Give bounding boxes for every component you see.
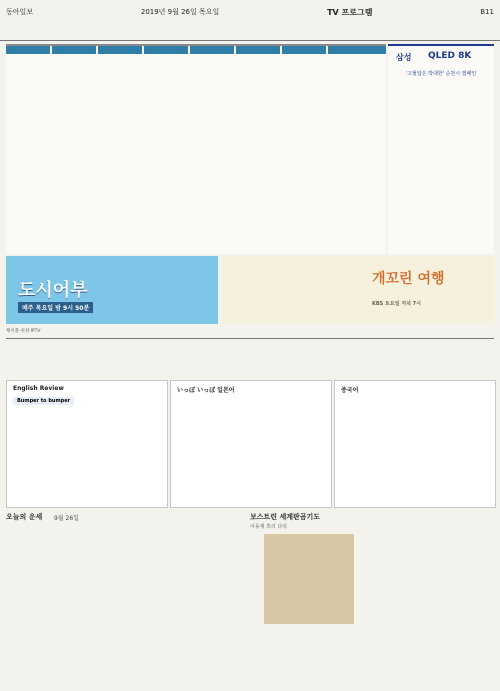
english-review-card: [6, 380, 168, 508]
samsung-brand: 삼성: [396, 53, 412, 62]
column-header: [236, 46, 280, 54]
go-subtitle: 이동재 흑의 다리: [250, 524, 287, 530]
column-header: [98, 46, 142, 54]
china-title: 중국어: [341, 387, 359, 394]
banner-right: [222, 256, 494, 324]
midline: 케이블·위성·IPTV: [6, 329, 41, 334]
column-header: [328, 46, 386, 54]
qled-label: QLED 8K: [428, 51, 472, 61]
samsung-program: '고혈압은 박대한' 순천시 캠페인: [405, 71, 477, 77]
japan-title: いっぽ いっぽ 일본어: [177, 387, 235, 394]
go-title: 보스트린 세계판곰기도: [250, 513, 321, 521]
column-header: [190, 46, 234, 54]
japanese-card: [170, 380, 332, 508]
samsung-panel: [388, 44, 494, 254]
go-section: [250, 512, 494, 687]
fortune-title: 오늘의 운세: [6, 513, 43, 521]
english-title: English Review: [13, 385, 64, 392]
cable-grid: [6, 338, 494, 379]
column-header: [6, 46, 50, 54]
tv-schedule-grid: [6, 44, 386, 254]
english-subtitle: Bumper to bumper: [13, 397, 74, 405]
section-title: TV 프로그램: [327, 7, 373, 17]
banner-left-title: 도시어부: [18, 280, 88, 301]
page-header: [0, 0, 500, 41]
go-board: [264, 534, 354, 624]
column-header: [144, 46, 188, 54]
fortune-section: [6, 512, 246, 687]
banner-left: [6, 256, 218, 324]
banner-right-title: 개꼬린 여행: [372, 271, 445, 287]
column-header: [282, 46, 326, 54]
fortune-date: 9월 26일: [54, 515, 79, 522]
page-number: B11: [480, 8, 494, 16]
column-header: [52, 46, 96, 54]
newspaper-name: 동아일보: [6, 8, 34, 16]
banner-right-subtitle: KBS 토요일 저녁 7시: [372, 301, 421, 307]
banner-left-subtitle: 매주 목요일 밤 9시 50분: [18, 302, 93, 313]
issue-date: 2019년 9월 26일 목요일: [140, 8, 220, 16]
chinese-card: [334, 380, 496, 508]
